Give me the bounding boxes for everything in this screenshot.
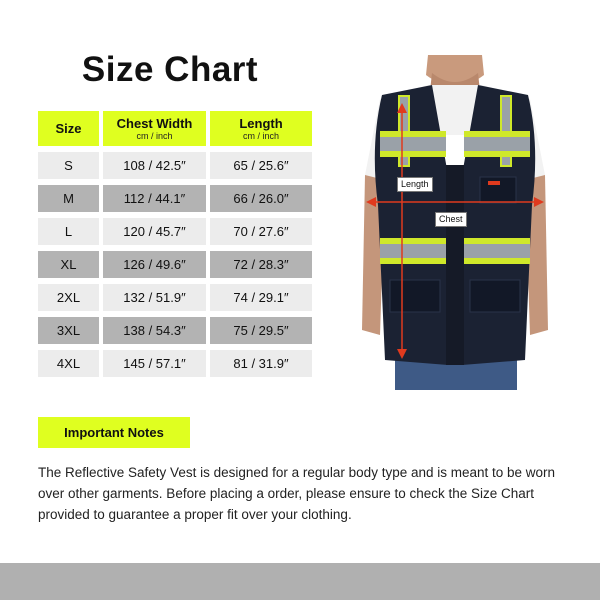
header-size-label: Size — [55, 121, 82, 136]
page-title: Size Chart — [81, 50, 259, 89]
vest-logo-tag — [488, 181, 500, 185]
size-cell: 3XL — [38, 317, 99, 344]
size-chart-table — [38, 111, 312, 377]
vest-model-photo — [340, 55, 570, 390]
size-cell: L — [38, 218, 99, 245]
size-cell: S — [38, 152, 99, 179]
length-cell: 74 / 29.1″ — [210, 284, 312, 311]
important-notes-body: The Reflective Safety Vest is designed for a regular body type and is meant to be worn over other garments. Before placing a order, please ensure to check the Size Chart provided to guarantee a proper fit over your clothing. — [38, 465, 556, 522]
header-length-label: Length — [239, 115, 283, 131]
chest-cell: 120 / 45.7″ — [103, 218, 206, 245]
size-cell: 4XL — [38, 350, 99, 377]
header-chest-label: Chest Width — [116, 115, 193, 131]
important-notes-heading: Important Notes — [38, 417, 190, 448]
length-cell: 66 / 26.0″ — [210, 185, 312, 212]
size-cell: XL — [38, 251, 99, 278]
vest-pocket — [480, 177, 516, 203]
length-cell: 75 / 29.5″ — [210, 317, 312, 344]
length-cell: 65 / 25.6″ — [210, 152, 312, 179]
length-cell: 72 / 28.3″ — [210, 251, 312, 278]
header-size — [38, 111, 99, 146]
chest-cell: 126 / 49.6″ — [103, 251, 206, 278]
reflective-band-waist-silver — [464, 244, 530, 258]
header-chest-width — [103, 111, 206, 146]
reflective-band-chest-silver — [380, 137, 446, 151]
chest-cell: 145 / 57.1″ — [103, 350, 206, 377]
footer-band — [0, 563, 600, 600]
vest-right-panel — [462, 85, 535, 365]
chest-label: Chest — [435, 212, 467, 227]
length-label: Length — [397, 177, 433, 192]
length-cell: 81 / 31.9″ — [210, 350, 312, 377]
header-chest-unit: cm / inch — [136, 130, 173, 141]
size-cell: 2XL — [38, 284, 99, 311]
chest-cell: 108 / 42.5″ — [103, 152, 206, 179]
vest-pocket — [390, 280, 440, 312]
vest-pocket — [470, 280, 520, 312]
chest-cell: 138 / 54.3″ — [103, 317, 206, 344]
chest-cell: 112 / 44.1″ — [103, 185, 206, 212]
length-cell: 70 / 27.6″ — [210, 218, 312, 245]
reflective-band-waist-silver — [380, 244, 446, 258]
size-cell: M — [38, 185, 99, 212]
vest-zipper — [446, 165, 464, 365]
header-length — [210, 111, 312, 146]
reflective-band-chest-silver — [464, 137, 530, 151]
chest-cell: 132 / 51.9″ — [103, 284, 206, 311]
header-length-unit: cm / inch — [242, 130, 279, 141]
